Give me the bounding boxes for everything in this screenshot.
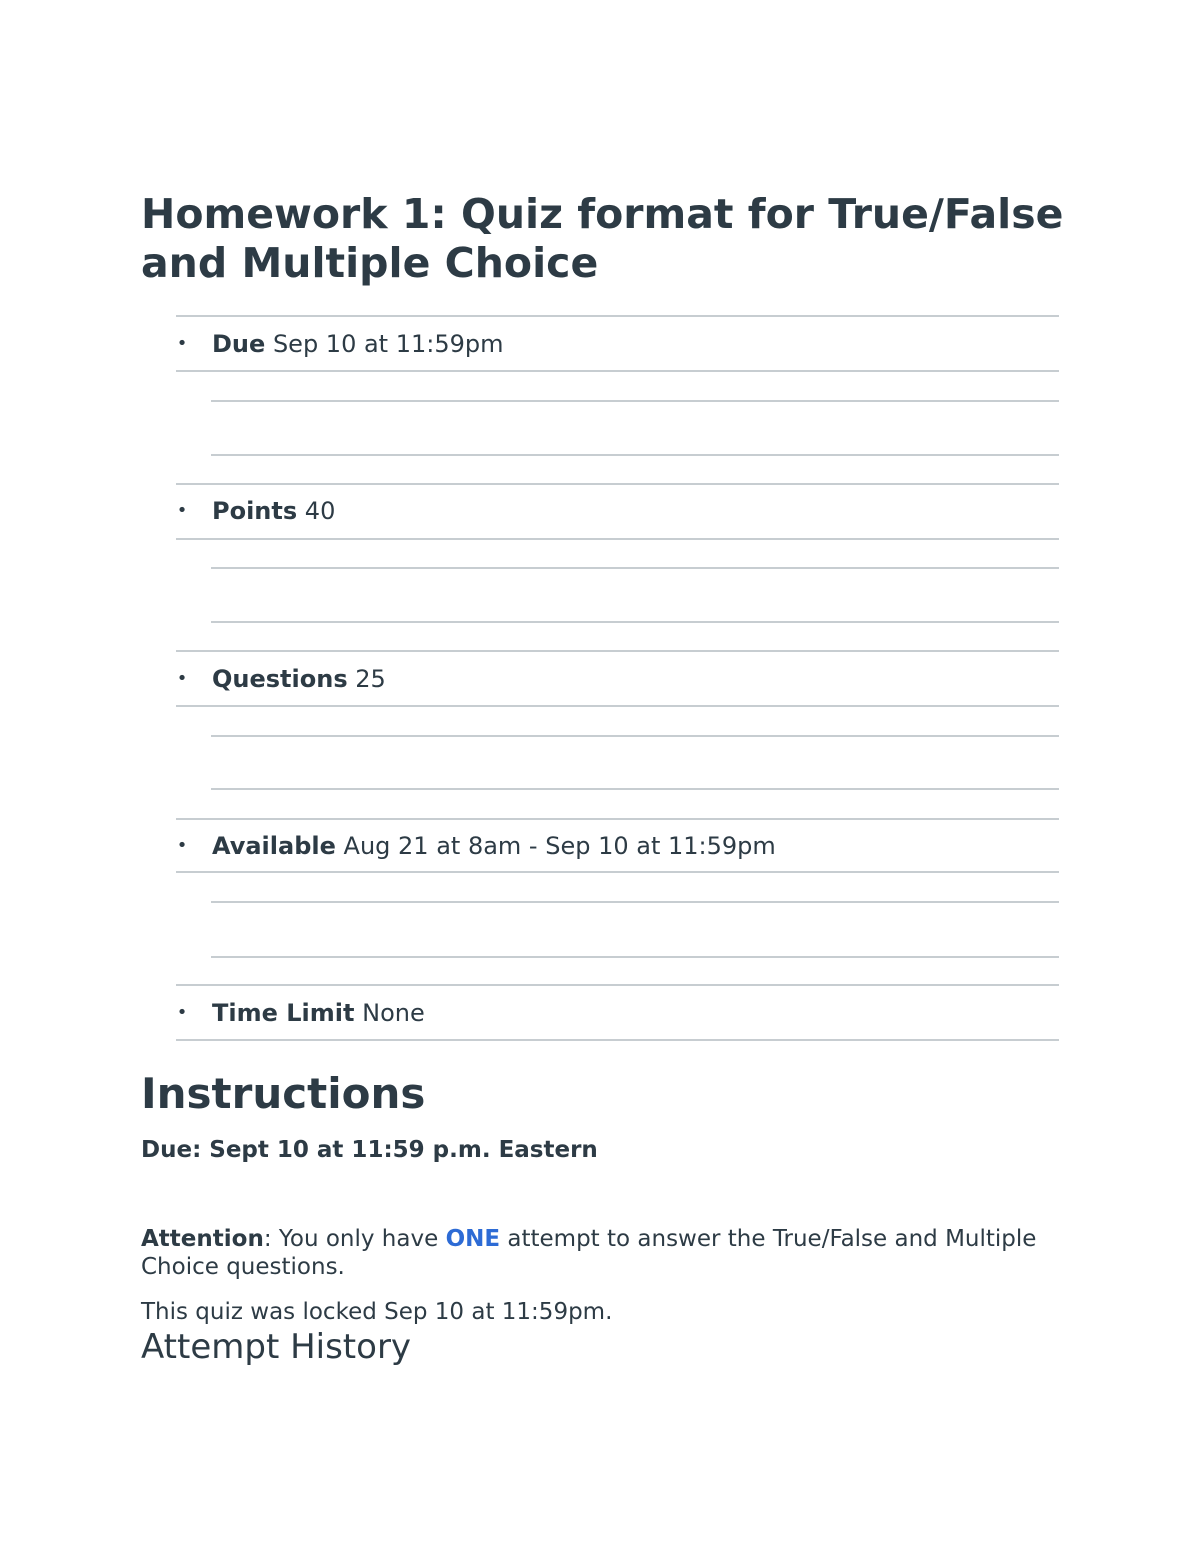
detail-value: Aug 21 at 8am - Sep 10 at 11:59pm <box>343 832 776 860</box>
page-title: Homework 1: Quiz format for True/False and Multiple Choice <box>141 190 1064 287</box>
attention-text-pre: : You only have <box>263 1226 446 1252</box>
bullet-icon: • <box>176 500 188 521</box>
detail-label: Questions <box>212 665 348 693</box>
detail-value: Sep 10 at 11:59pm <box>272 330 504 358</box>
divider <box>176 483 1059 485</box>
divider <box>176 315 1059 317</box>
locked-notice: This quiz was locked Sep 10 at 11:59pm. <box>141 1299 613 1325</box>
attempt-history-heading: Attempt History <box>141 1327 412 1367</box>
bullet-icon: • <box>176 1002 188 1023</box>
divider <box>211 901 1059 903</box>
detail-value: None <box>362 999 425 1027</box>
divider <box>211 454 1059 456</box>
detail-label: Time Limit <box>212 999 355 1027</box>
divider <box>176 1039 1059 1041</box>
detail-label: Available <box>212 832 336 860</box>
divider <box>211 788 1059 790</box>
detail-value: 25 <box>355 665 386 693</box>
bullet-icon: • <box>176 668 188 689</box>
divider <box>176 650 1059 652</box>
divider <box>176 871 1059 873</box>
divider <box>176 818 1059 820</box>
detail-label: Points <box>212 497 298 525</box>
detail-value: 40 <box>304 497 336 525</box>
attention-label: Attention <box>141 1226 264 1252</box>
divider <box>176 538 1059 540</box>
divider <box>211 956 1059 958</box>
divider <box>176 705 1059 707</box>
attention-notice <box>141 1225 1041 1281</box>
divider <box>176 370 1059 372</box>
divider <box>211 567 1059 569</box>
instructions-heading: Instructions <box>141 1069 426 1118</box>
divider <box>211 400 1059 402</box>
bullet-icon: • <box>176 835 188 856</box>
detail-label: Due <box>212 330 266 358</box>
due-notice: Due: Sept 10 at 11:59 p.m. Eastern <box>141 1137 598 1163</box>
divider <box>211 621 1059 623</box>
divider <box>211 735 1059 737</box>
divider <box>176 984 1059 986</box>
bullet-icon: • <box>176 333 188 354</box>
attention-text-post: attempt to answer the True/False and Multiple Choice questions. <box>141 1226 1037 1280</box>
attention-emphasis: ONE <box>445 1226 501 1252</box>
